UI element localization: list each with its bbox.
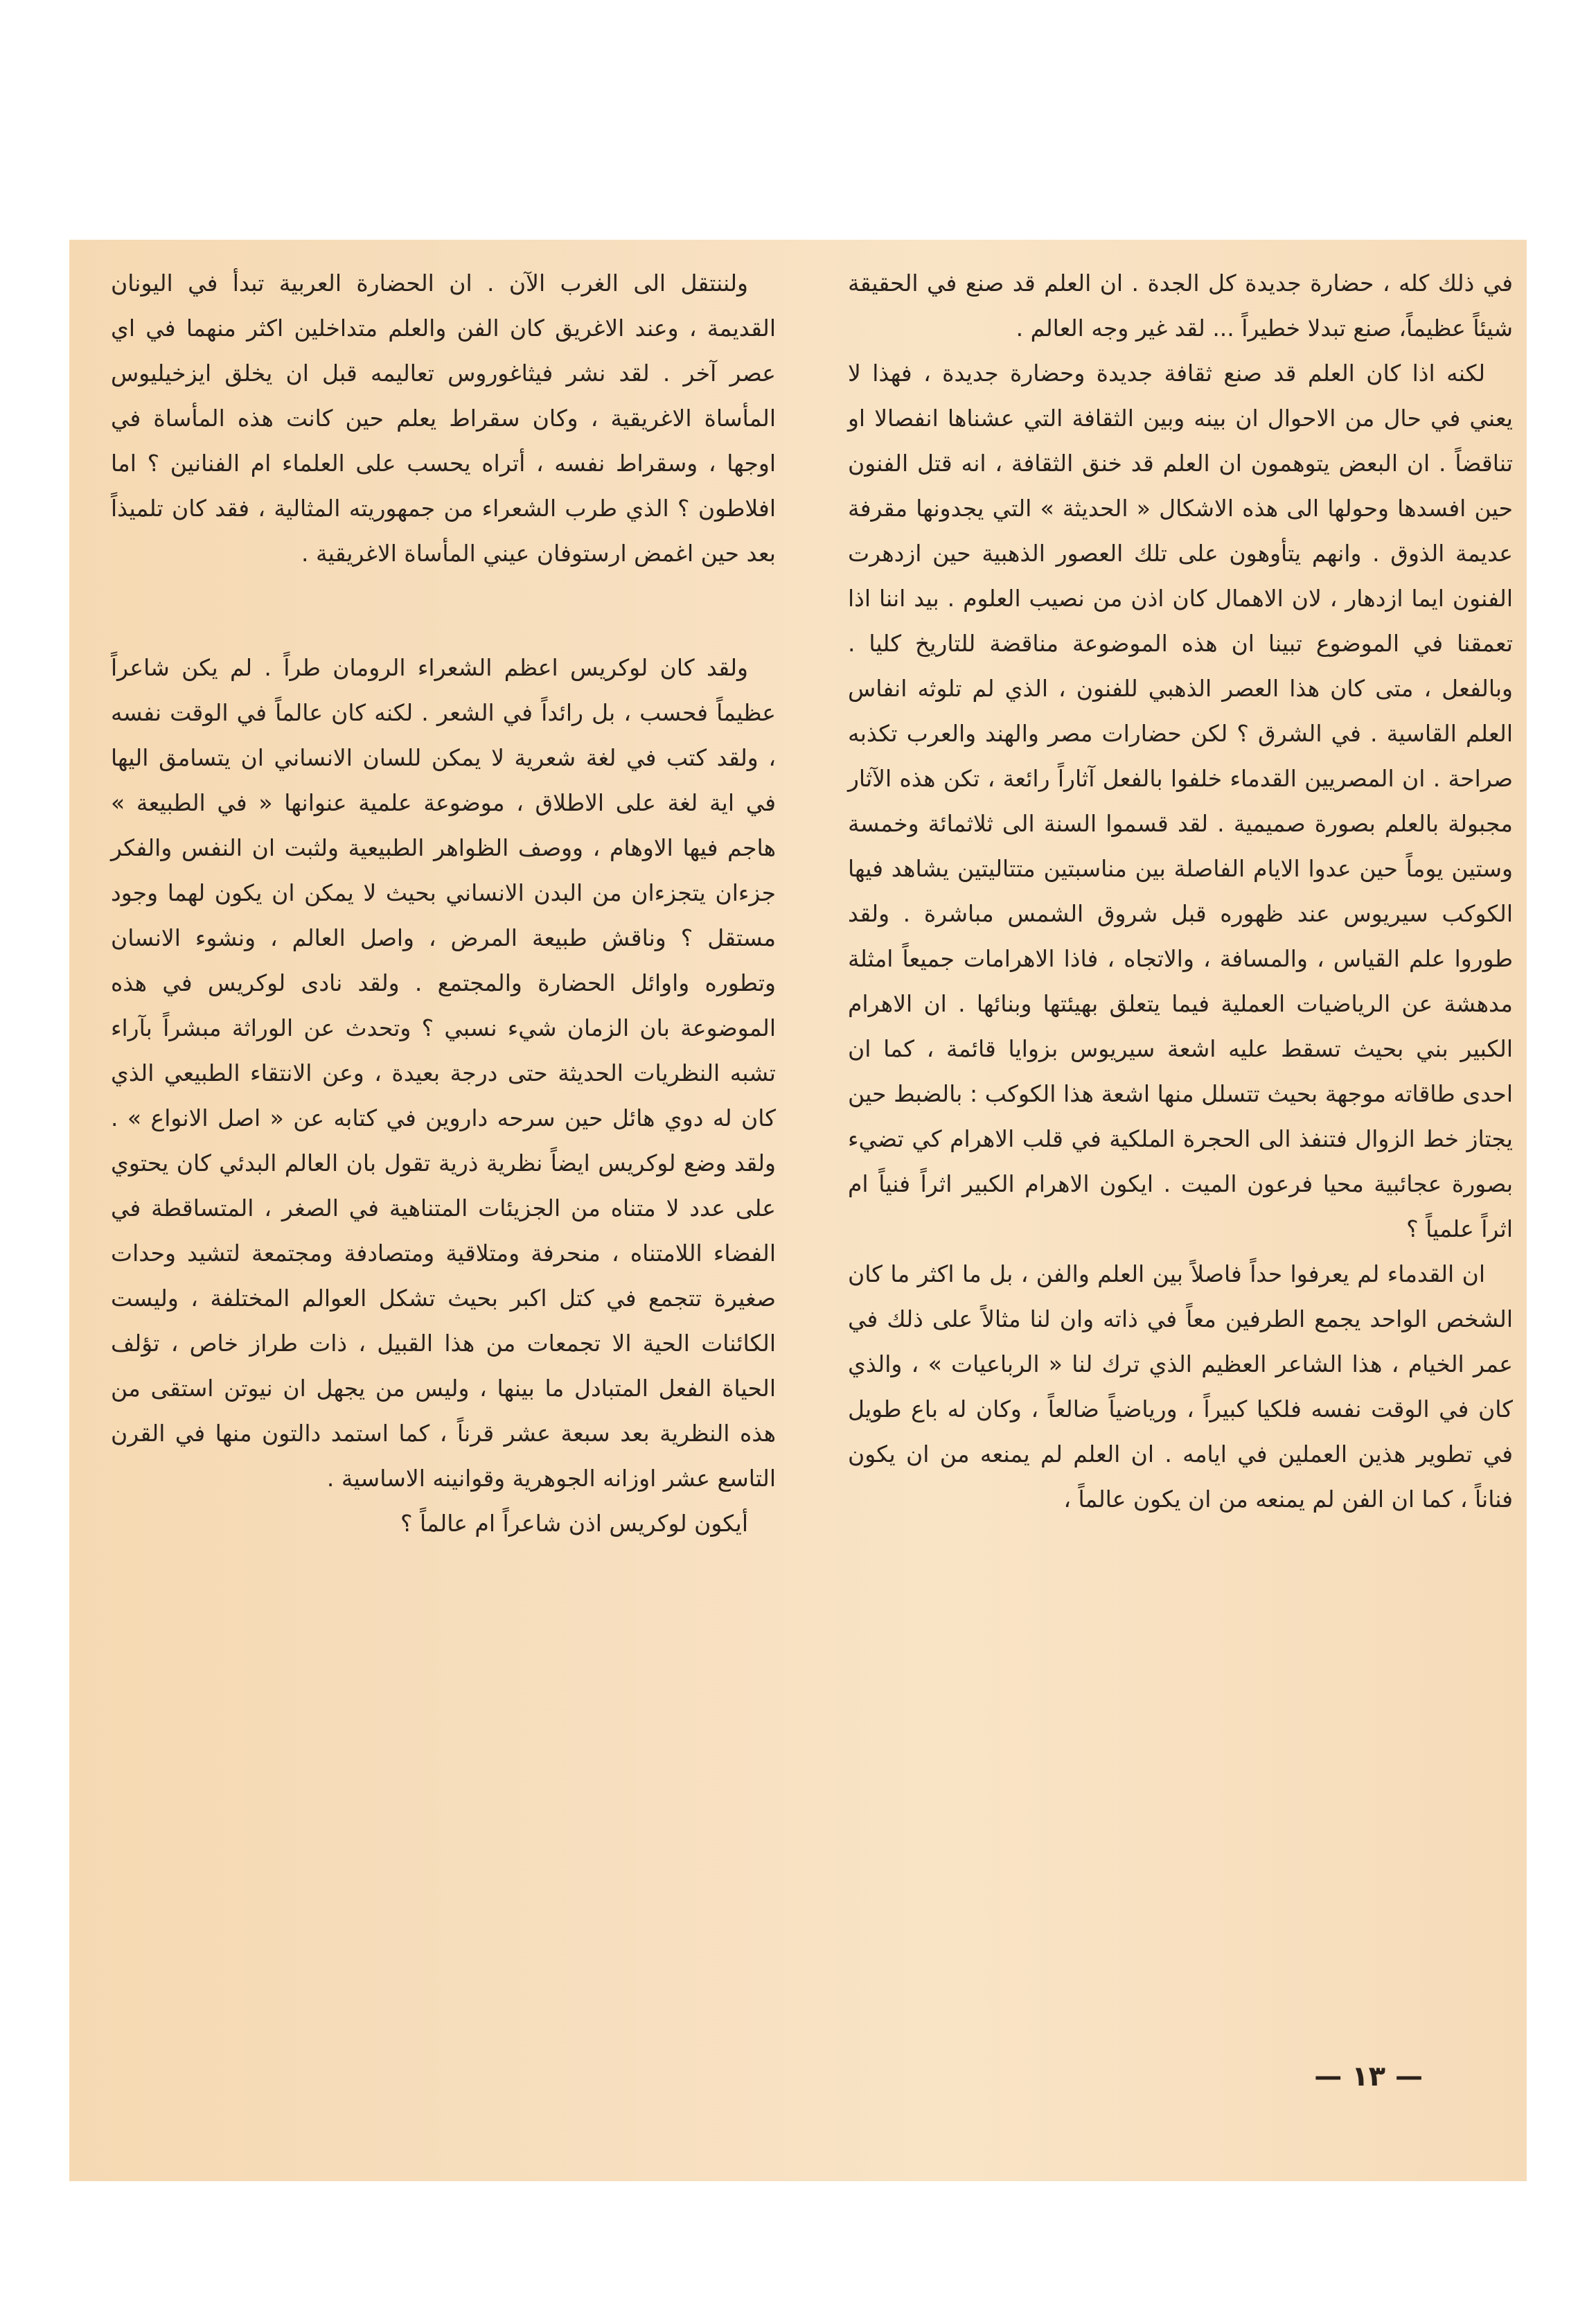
paragraph: أيكون لوكريس اذن شاعراً ام عالماً ؟	[400, 1510, 748, 1537]
right-column	[848, 261, 1513, 1522]
paragraph: لكنه اذا كان العلم قد صنع ثقافة جديدة وحضارة جديدة ، فهذا لا يعني في حال من الاحوال ان بينه وبين الثقافة التي عشناها انفصالا او تناقضاً . ان البعض يتوهمون ان العلم قد خنق الثقافة ، انه قتل الفنون حين افسدها وحولها الى هذه الاشكال « الحديثة » التي يجدونها مقرفة عديمة الذوق . وانهم يتأوهون على تلك العصور الذهبية حين ازدهرت الفنون ايما ازدهار ، لان الاهمال كان اذن من نصيب العلوم . بيد اننا اذا تعمقنا في الموضوع تبينا ان هذه الموضوعة مناقضة للتاريخ كليا . وبالفعل ، متى كان هذا العصر الذهبي للفنون ، الذي لم تلوثه انفاس العلم القاسية . في الشرق ؟ لكن حضارات مصر والهند والعرب تكذبه صراحة . ان المصريين القدماء خلفوا بالفعل آثاراً رائعة ، تكن هذه الآثار مجبولة بالعلم بصورة صميمية . لقد قسموا السنة الى ثلاثمائة وخمسة وستين يوماً حين عدوا الايام الفاصلة بين مناسبتين متتاليتين يشاهد فيها الكوكب سيريوس عند ظهوره قبل شروق الشمس مباشرة . ولقد طوروا علم القياس ، والمسافة ، والاتجاه ، فاذا الاهرامات جميعاً امثلة مدهشة عن الرياضيات العملية فيما يتعلق بهيئتها وبنائها . ان الاهرام الكبير بني بحيث تسقط عليه اشعة سيريوس بزوايا قائمة ، كما ان احدى طاقاته موجهة بحيث تتسلل منها اشعة هذا الكوكب : بالضبط حين يجتاز خط الزوال فتنفذ الى الحجرة الملكية في قلب الاهرام كي تضيء بصورة عجائبية محيا فرعون الميت . ايكون الاهرام الكبير اثراً فنياً ام اثراً علمياً ؟	[848, 360, 1513, 1242]
left-column	[111, 261, 776, 1546]
page-number: — ١٣ —	[1314, 2061, 1423, 2093]
paragraph: ان القدماء لم يعرفوا حداً فاصلاً بين العلم والفن ، بل ما اكثر ما كان الشخص الواحد يجمع الطرفين معاً في ذاته وان لنا مثالاً على ذلك في عمر الخيام ، هذا الشاعر العظيم الذي ترك لنا « الرباعيات » ، والذي كان في الوقت نفسه فلكيا كبيراً ، ورياضياً ضالعاً ، وكان له باع طويل في تطوير هذين العملين في ايامه . ان العلم لم يمنعه من ان يكون فناناً ، كما ان الفن لم يمنعه من ان يكون عالماً ،	[848, 1260, 1513, 1513]
paragraph: ولقد كان لوكريس اعظم الشعراء الرومان طراً . لم يكن شاعراً عظيماً فحسب ، بل رائداً في الشعر . لكنه كان عالماً في الوقت نفسه ، ولقد كتب في لغة شعرية لا يمكن للسان الانساني ان يتسامق اليها في اية لغة على الاطلاق ، موضوعة علمية عنوانها « في الطبيعة » هاجم فيها الاوهام ، ووصف الظواهر الطبيعية ولثبت ان النفس والفكر جزءان يتجزءان من البدن الانساني بحيث لا يمكن ان يكون لهما وجود مستقل ؟ وناقش طبيعة المرض ، واصل العالم ، ونشوء الانسان وتطوره واوائل الحضارة والمجتمع . ولقد نادى لوكريس في هذه الموضوعة بان الزمان شيء نسبي ؟ وتحدث عن الوراثة مبشراً بآراء تشبه النظريات الحديثة حتى درجة بعيدة ، وعن الانتقاء الطبيعي الذي كان له دوي هائل حين سرحه داروين في كتابه عن « اصل الانواع » . ولقد وضع لوكريس ايضاً نظرية ذرية تقول بان العالم البدئي كان يحتوي على عدد لا متناه من الجزيئات المتناهية في الصغر ، المتساقطة في الفضاء اللامتناه ، منحرفة ومتلاقية ومتصادفة ومجتمعة لتشيد وحدات صغيرة تتجمع في كتل اكبر بحيث تشكل العوالم المختلفة ، وليست الكائنات الحية الا تجمعات من هذا القبيل ، ذات طراز خاص ، تؤلف الحياة الفعل المتبادل ما بينها ، وليس من يجهل ان نيوتن استقى من هذه النظرية بعد سبعة عشر قرناً ، كما استمد دالتون منها في القرن التاسع عشر اوزانه الجوهرية وقوانينه الاساسية .	[111, 654, 776, 1492]
paragraph: ولننتقل الى الغرب الآن . ان الحضارة العربية تبدأ في اليونان القديمة ، وعند الاغريق كان الفن والعلم متداخلين اكثر منهما في اي عصر آخر . لقد نشر فيثاغوروس تعاليمه قبل ان يخلق ايزخيليوس المأساة الاغريقية ، وكان سقراط يعلم حين كانت هذه المأساة في اوجها ، وسقراط نفسه ، أتراه يحسب على العلماء ام الفنانين ؟ اما افلاطون ؟ الذي طرب الشعراء من جمهوريته المثالية ، فقد كان تلميذاً بعد حين اغمض ارستوفان عيني المأساة الاغريقية .	[111, 270, 776, 567]
paragraph: في ذلك كله ، حضارة جديدة كل الجدة . ان العلم قد صنع في الحقيقة شيئاً عظيماً، صنع تبدلا خطيراً ... لقد غير وجه العالم .	[848, 270, 1513, 342]
magazine-page	[69, 240, 1527, 2181]
